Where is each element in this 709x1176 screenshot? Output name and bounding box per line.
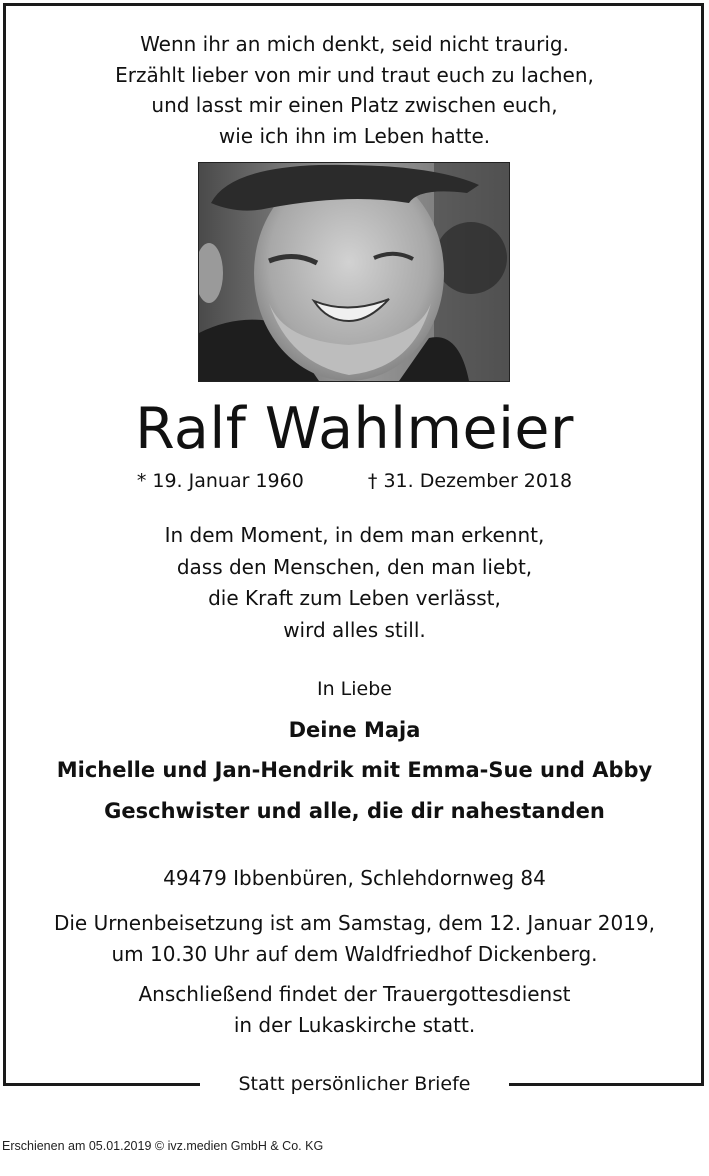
footer-note: Statt persönlicher Briefe: [238, 1073, 471, 1095]
death-date: † 31. Dezember 2018: [367, 470, 573, 492]
address: 49479 Ibbenbüren, Schlehdornweg 84: [163, 866, 546, 890]
ceremony-line: um 10.30 Uhr auf dem Waldfriedhof Dickenberg.: [111, 942, 598, 966]
portrait-image: [199, 163, 509, 381]
portrait-photo: [198, 162, 510, 382]
deceased-name: Ralf Wahlmeier: [135, 396, 574, 462]
ceremony-line: in der Lukaskirche statt.: [233, 1013, 476, 1037]
ceremony-details: [0, 908, 709, 970]
birth-date: * 19. Januar 1960: [136, 470, 304, 492]
poem-line: wie ich ihn im Leben hatte.: [218, 123, 491, 148]
memorial-quote: [0, 520, 709, 646]
life-dates: [0, 468, 709, 494]
quote-line: wird alles still.: [283, 617, 426, 642]
poem-line: Erzählt lieber von mir und traut euch zu lachen,: [115, 62, 594, 87]
bottom-rule-right: [509, 1083, 704, 1086]
poem-line: Wenn ihr an mich denkt, seid nicht traurig.: [140, 32, 569, 56]
publication-imprint: Erschienen am 05.01.2019 © ivz.medien GmbH & Co. KG: [2, 1139, 324, 1153]
ceremony-line: Anschließend findet der Trauergottesdienst: [138, 982, 571, 1006]
bottom-rule-left: [3, 1083, 200, 1086]
service-details: [0, 979, 709, 1041]
mourner-name: Deine Maja: [288, 718, 421, 742]
opening-poem: [0, 29, 709, 151]
ceremony-line: Die Urnenbeisetzung ist am Samstag, dem 12. Januar 2019,: [53, 911, 656, 935]
quote-line: dass den Menschen, den man liebt,: [176, 554, 533, 579]
poem-line: und lasst mir einen Platz zwischen euch,: [151, 93, 558, 117]
mourner-name: Michelle und Jan-Hendrik mit Emma-Sue und Abby: [56, 758, 653, 782]
quote-line: In dem Moment, in dem man erkennt,: [164, 523, 545, 547]
quote-line: die Kraft zum Leben verlässt,: [208, 586, 501, 610]
mourner-name: Geschwister und alle, die dir nahestanden: [104, 799, 605, 823]
mourners-intro: In Liebe: [317, 678, 392, 700]
